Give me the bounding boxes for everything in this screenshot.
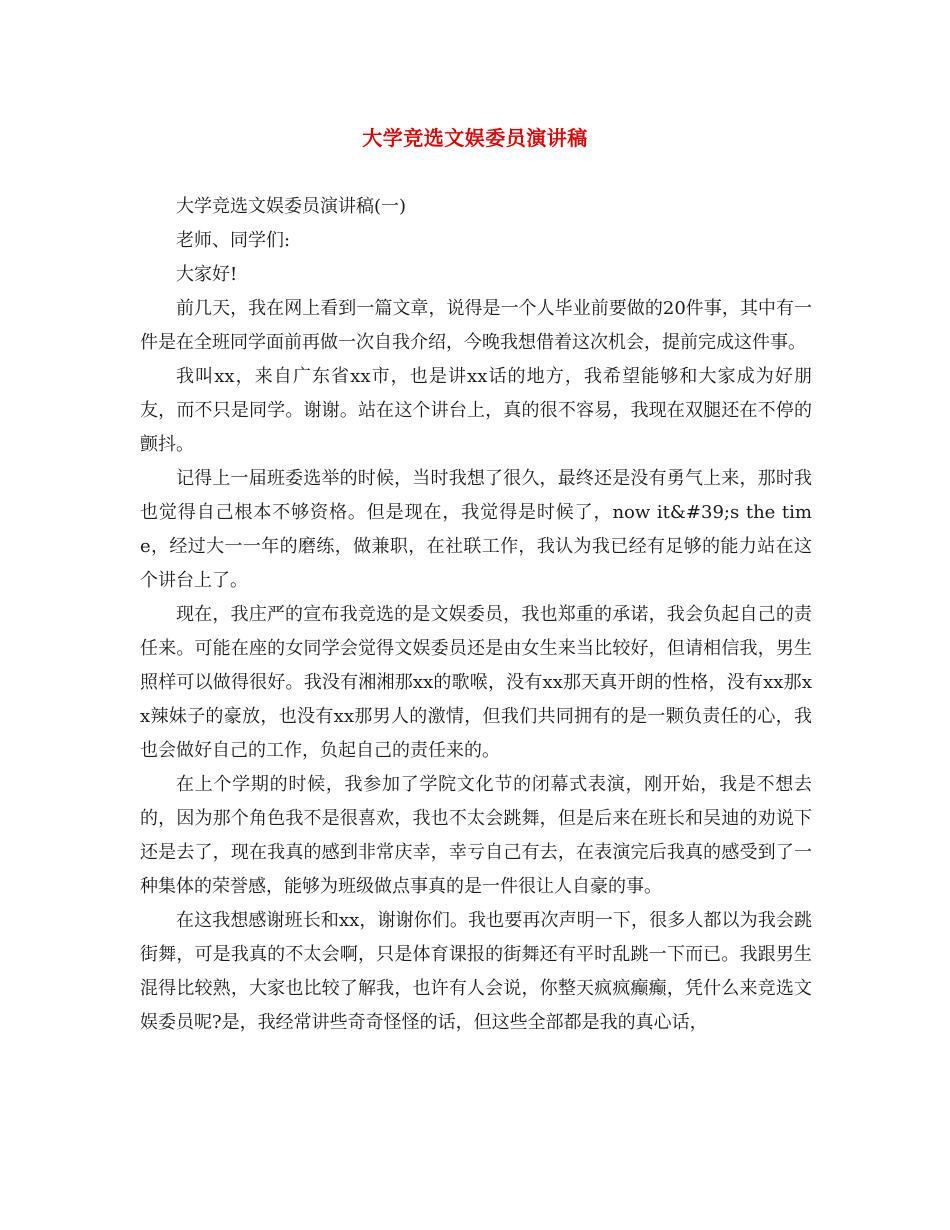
body-paragraph: 在上个学期的时候，我参加了学院文化节的闭幕式表演，刚开始，我是不想去的，因为那个角色我不是很喜欢，我也不太会跳舞，但是后来在班长和吴迪的劝说下还是去了，现在我真的感到非常庆幸，幸亏自己有去，在表演完后我真的感受到了一种集体的荣誉感，能够为班级做点事真的是一件很让人自豪的事。 [140,774,812,897]
document-title: 大学竞选文娱委员演讲稿 [362,126,588,150]
body-paragraph: 前几天，我在网上看到一篇文章，说得是一个人毕业前要做的20件事，其中有一件是在全班同学面前再做一次自我介绍，今晚我想借着这次机会，提前完成这件事。 [140,298,812,353]
body-paragraph: 记得上一届班委选举的时候，当时我想了很久，最终还是没有勇气上来，那时我也觉得自己根本不够资格。但是现在，我觉得是时候了，now it&#39;s the time，经过大一一年的磨练，做兼职，在社联工作，我认为我已经有足够的能力站在这个讲台上了。 [140,468,812,591]
subtitle-paragraph: 大学竞选文娱委员演讲稿(一) [176,196,407,217]
body-paragraph: 现在，我庄严的宣布我竞选的是文娱委员，我也郑重的承诺，我会负起自己的责任来。可能在座的女同学会觉得文娱委员还是由女生来当比较好，但请相信我，男生照样可以做得很好。我没有湘湘那xx的歌喉，没有xx那天真开朗的性格，没有xx那xx辣妹子的豪放，也没有xx那男人的激情，但我们共同拥有的是一颗负责任的心，我也会做好自己的工作，负起自己的责任来的。 [140,604,812,761]
document-body [140,190,812,1040]
body-paragraph: 在这我想感谢班长和xx，谢谢你们。我也要再次声明一下，很多人都以为我会跳街舞，可是我真的不太会啊，只是体育课报的街舞还有平时乱跳一下而已。我跟男生混得比较熟，大家也比较了解我，也许有人会说，你整天疯疯癫癫，凭什么来竞选文娱委员呢?是，我经常讲些奇奇怪怪的话，但这些全部都是我的真心话， [140,910,812,1033]
greeting-paragraph: 大家好! [176,264,238,285]
salutation-paragraph: 老师、同学们: [176,230,291,251]
body-paragraph: 我叫xx，来自广东省xx市，也是讲xx话的地方，我希望能够和大家成为好朋友，而不只是同学。谢谢。站在这个讲台上，真的很不容易，我现在双腿还在不停的颤抖。 [140,366,812,455]
